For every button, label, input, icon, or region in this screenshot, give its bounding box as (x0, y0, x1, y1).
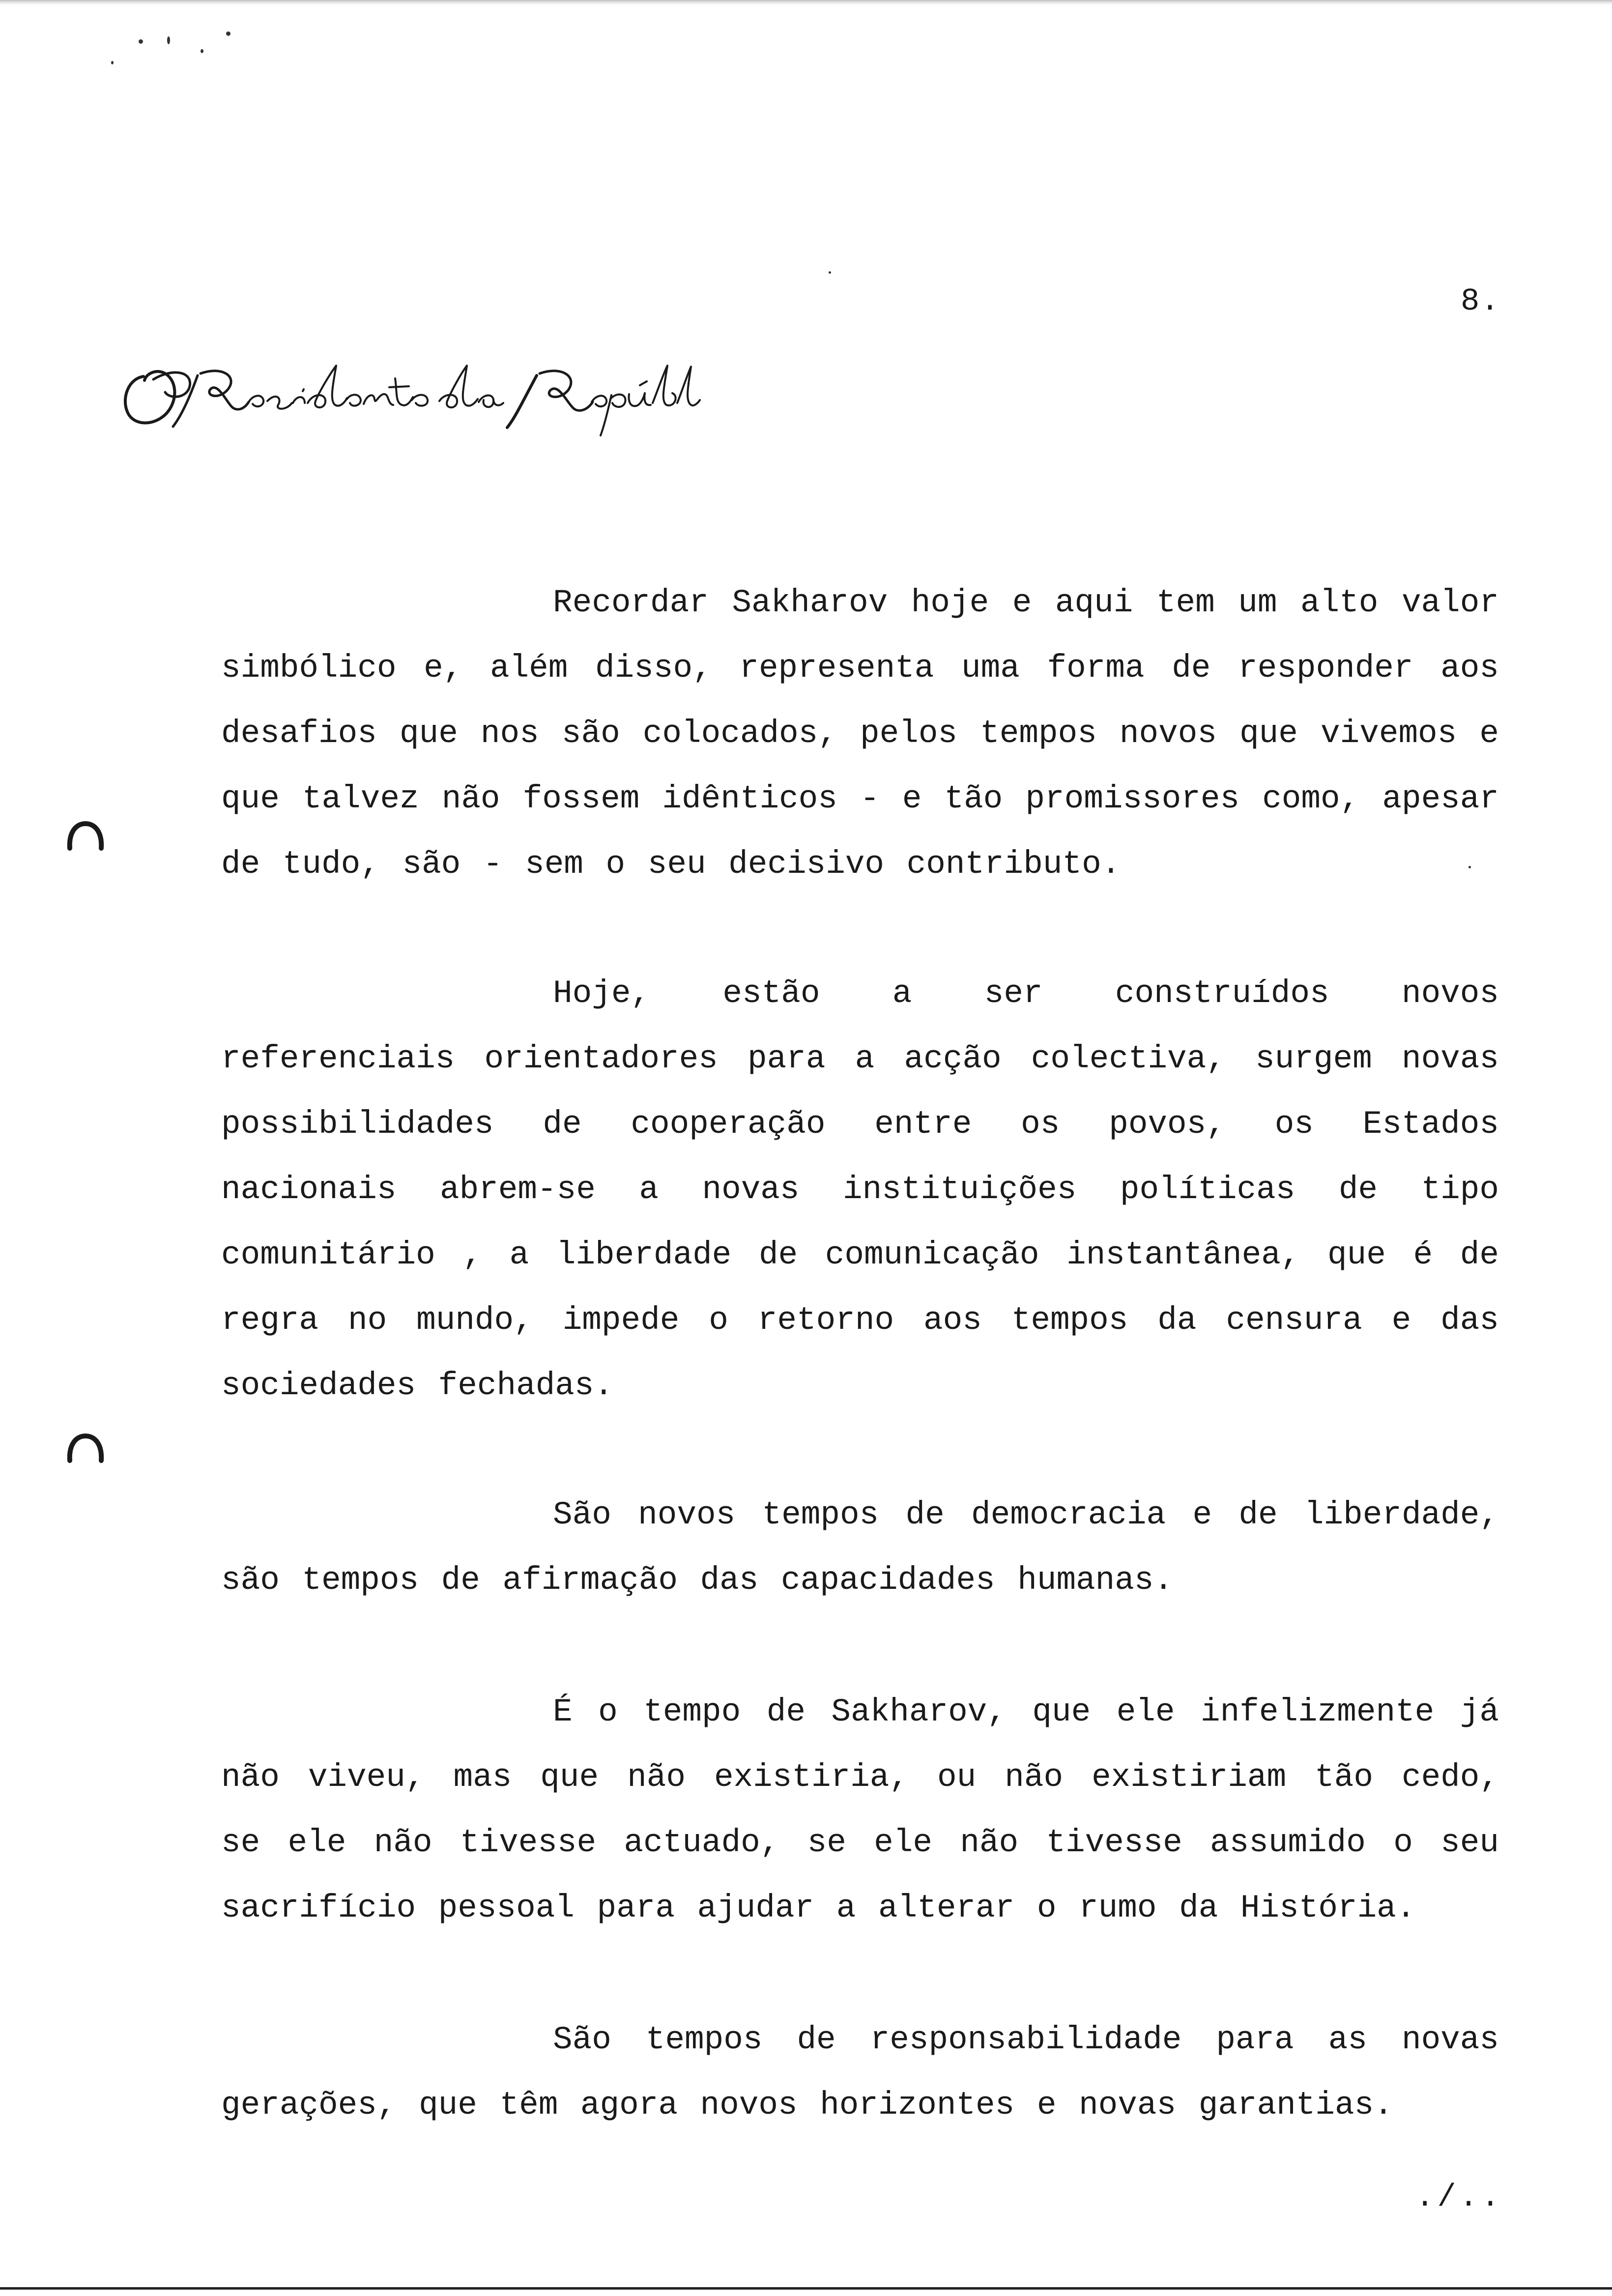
paragraph: São novos tempos de democracia e de liberdade, são tempos de afirmação das capacidades humanas. (221, 1496, 1499, 1599)
letter-body (221, 570, 1499, 2138)
paragraph: Recordar Sakharov hoje e aqui tem um alto valor simbólico e, além disso, representa uma forma de responder aos desafios que nos são colocados, pelos tempos novos que vivemos e que talvez não fossem idênticos - e tão promissores como, apesar de tudo, são - sem o seu decisivo contributo. (221, 584, 1499, 883)
scan-speck (226, 31, 230, 36)
punch-hole (65, 1430, 106, 1471)
page-number: 8. (1461, 284, 1500, 319)
paragraph: São tempos de responsabilidade para as novas gerações, que têm agora novos horizontes e novas garantias. (221, 2021, 1499, 2124)
scan-speck (201, 49, 203, 53)
scan-bottom-edge (0, 2287, 1612, 2290)
paragraph: É o tempo de Sakharov, que ele infelizmente já não viveu, mas que não existiria, ou não existiriam tão cedo, se ele não tivesse actuado, se ele não tivesse assumido o seu sacrifício pessoal para ajudar a alterar o rumo da História. (221, 1693, 1499, 1926)
letterhead-script-emblem (114, 344, 704, 442)
scan-speck (167, 36, 170, 44)
scan-speck (829, 271, 831, 274)
scan-speck (139, 39, 143, 44)
letterhead (114, 344, 704, 445)
scan-speck (111, 61, 114, 64)
paragraph: Hoje, estão a ser construídos novos referenciais orientadores para a acção colectiva, surgem novas possibilidades de cooperação entre os povos, os Estados nacionais abrem-se a novas instituições políticas de tipo comunitário , a liberdade de comunicação instantânea, que é de regra no mundo, impede o retorno aos tempos da censura e das sociedades fechadas. (221, 975, 1499, 1404)
scan-top-edge (0, 0, 1612, 5)
punch-hole (65, 818, 106, 859)
continuation-mark: ./.. (1415, 2180, 1503, 2215)
